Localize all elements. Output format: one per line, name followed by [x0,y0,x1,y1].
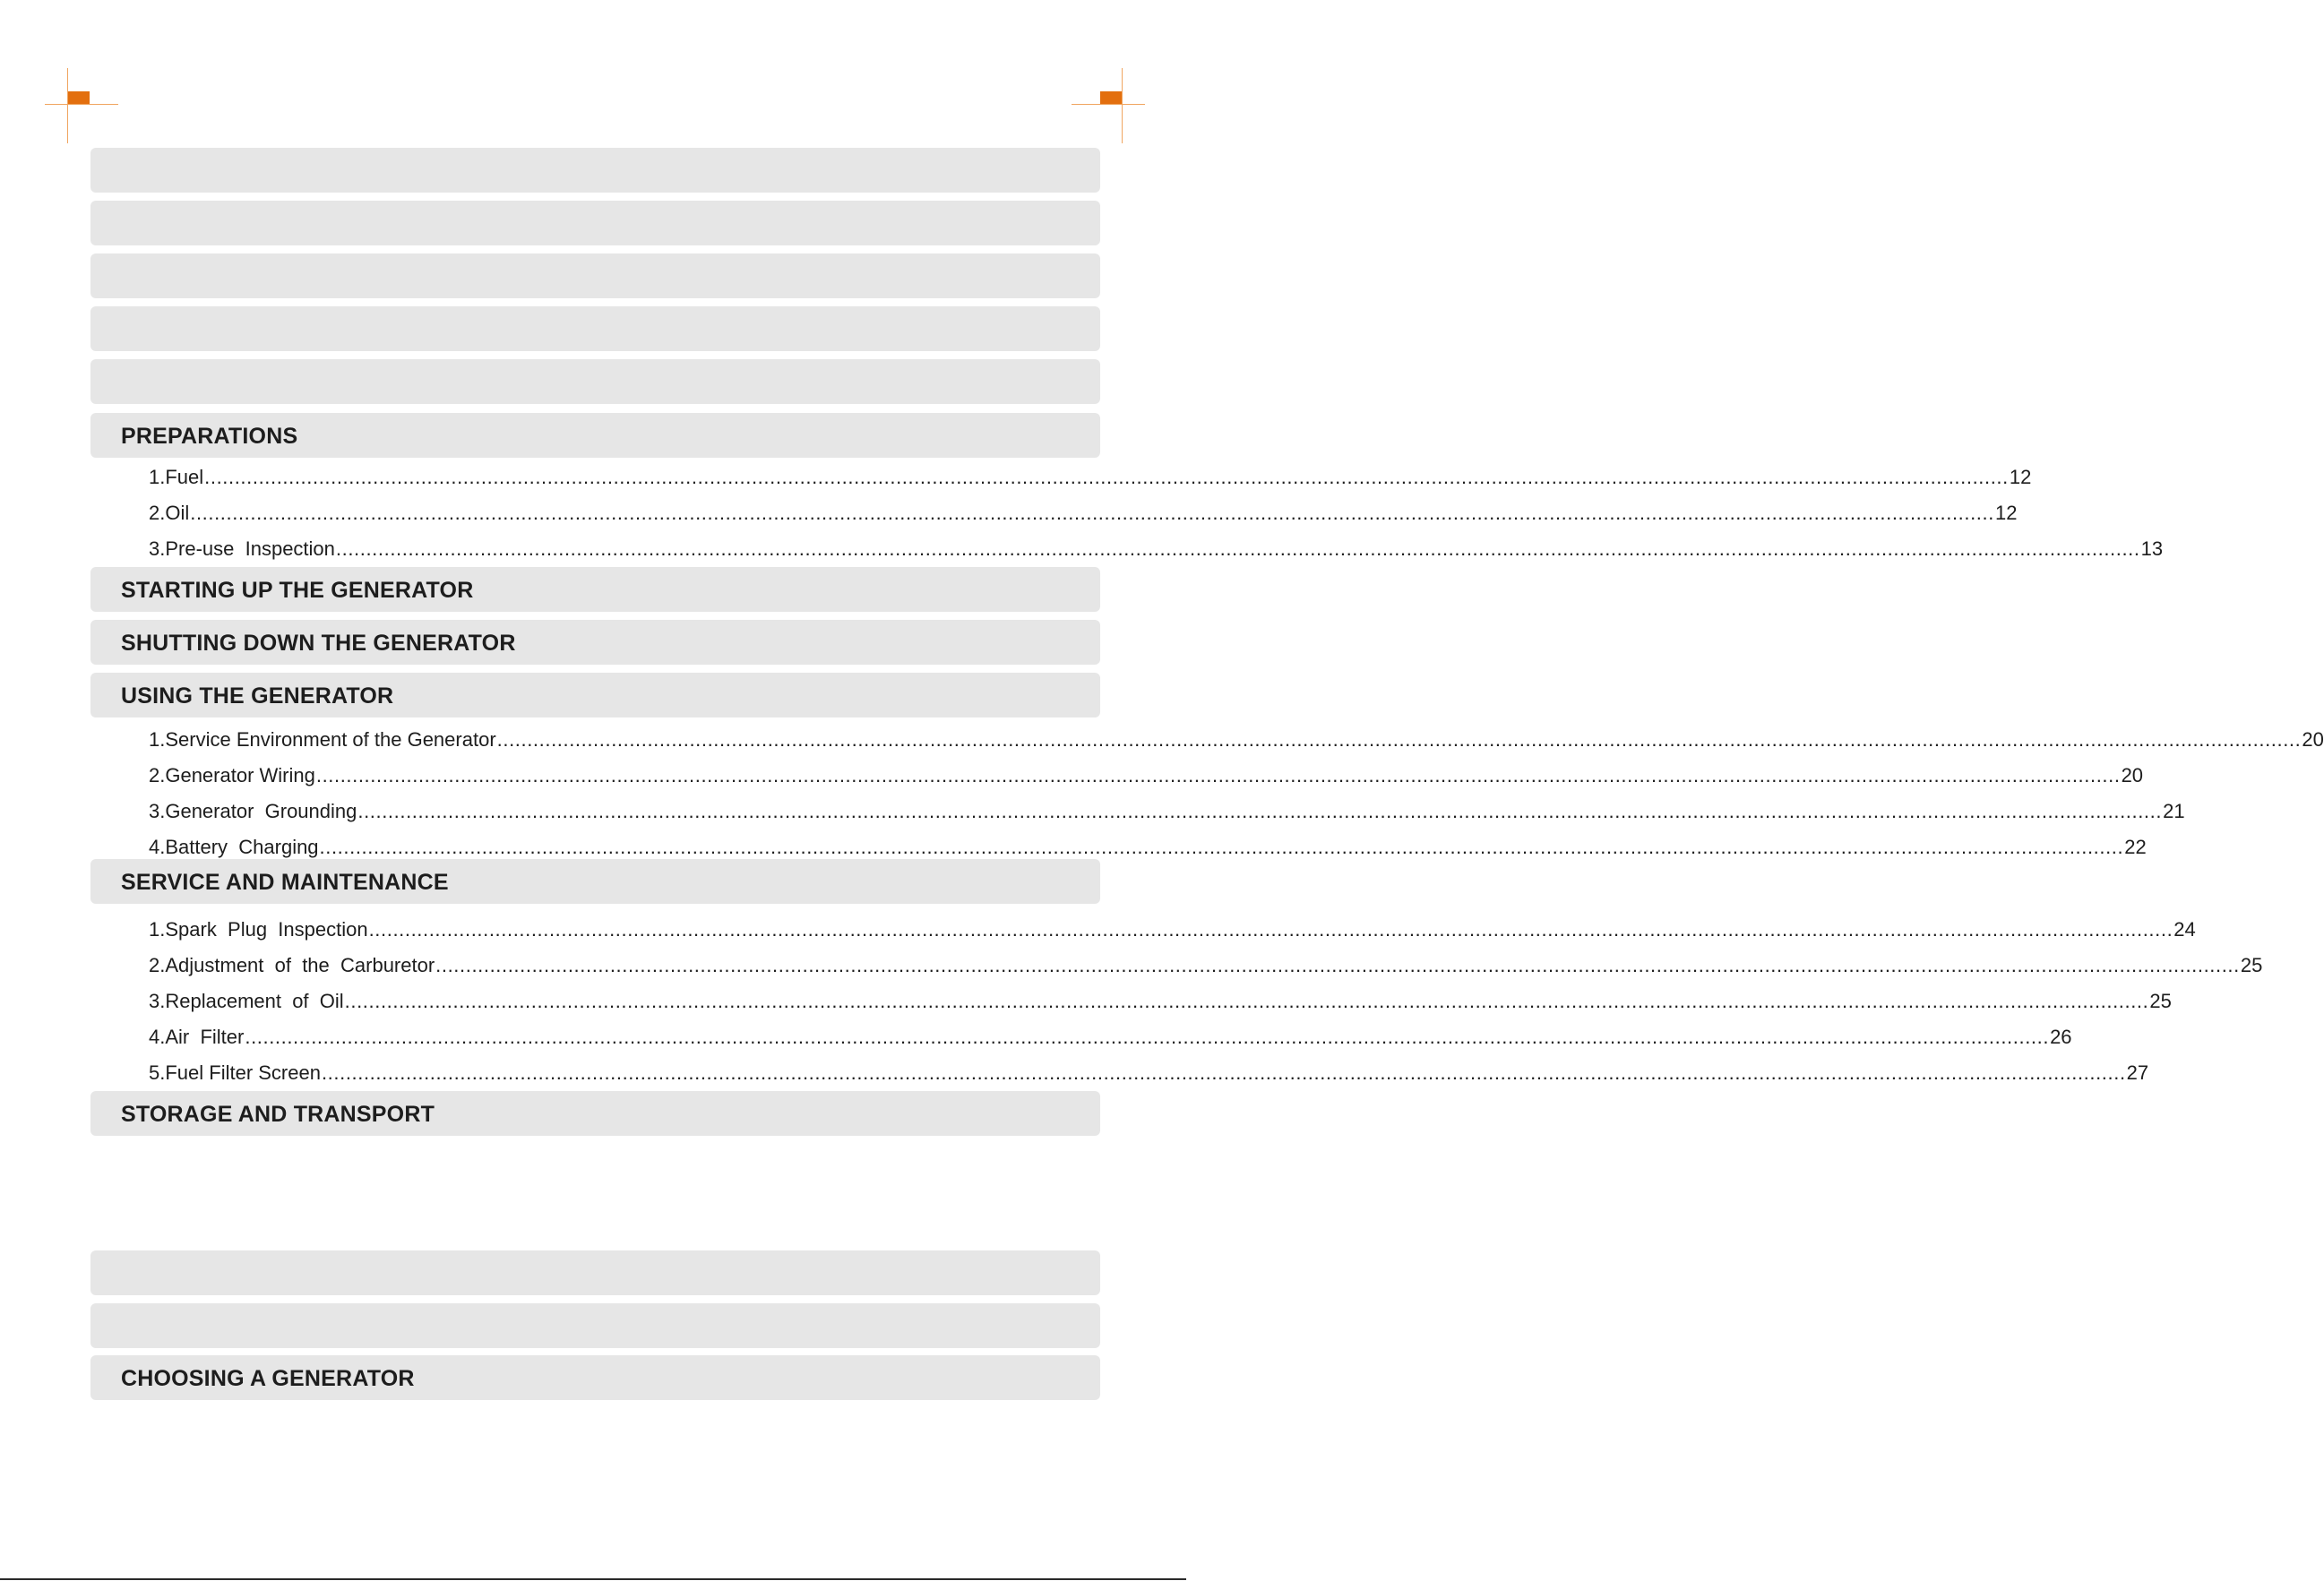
dot-leader: ............................................................................................................................................................................................................................................................................................................ [204,466,2009,488]
dot-leader: ............................................................................................................................................................................................................................................................................................................ [496,728,2302,751]
page-number: 12 [1994,502,2018,524]
page-number: 20 [2121,764,2144,786]
orange-square-icon [1100,91,1122,104]
entry-label: 2.Oil [149,502,190,524]
section-title: CHOOSING A GENERATOR [121,1366,415,1391]
page-number: 25 [2149,990,2172,1012]
section-title: SHUTTING DOWN THE GENERATOR [121,631,516,656]
toc-entry[interactable] [149,915,2196,941]
toc-entry[interactable] [149,760,2144,787]
entry-label: 2.Adjustment of the Carburetor [149,954,435,976]
entry-label: 2.Generator Wiring [149,764,315,786]
section-bar-shutting-down[interactable] [90,620,1100,665]
entry-label: 3.Pre-use Inspection [149,537,335,560]
dot-leader: ............................................................................................................................................................................................................................................................................................................ [319,836,2124,858]
page-number: 12 [2009,466,2032,488]
page-number: 21 [2163,800,2185,822]
toc-entry[interactable] [149,725,2324,752]
dot-leader: ............................................................................................................................................................................................................................................................................................................ [190,502,1994,524]
section-bar-storage[interactable] [90,1091,1100,1136]
section-bar [90,1303,1100,1348]
toc-entry[interactable] [149,1022,2072,1049]
dot-leader: ............................................................................................................................................................................................................................................................................................................ [344,990,2149,1012]
section-title: STORAGE AND TRANSPORT [121,1102,435,1127]
toc-entry[interactable] [149,950,2263,977]
section-bar-choosing[interactable] [90,1355,1100,1400]
section-bar [90,201,1100,245]
entry-label: 1.Service Environment of the Generator [149,728,496,751]
page-number: 22 [2124,836,2147,858]
toc-entry[interactable] [149,498,2018,525]
toc-entry[interactable] [149,796,2185,823]
page-number: 20 [2302,728,2324,751]
entry-label: 1.Fuel [149,466,204,488]
section-title: PREPARATIONS [121,424,298,449]
section-bar [90,148,1100,193]
toc-entry[interactable] [149,1058,2149,1085]
section-bar-starting-up[interactable] [90,567,1100,612]
page-number: 26 [2050,1026,2072,1048]
entry-label: 1.Spark Plug Inspection [149,918,368,941]
section-bar [90,1250,1100,1295]
dot-leader: ............................................................................................................................................................................................................................................................................................................ [245,1026,2050,1048]
page-number: 27 [2126,1061,2149,1084]
toc-entry[interactable] [149,986,2172,1013]
page-bottom-rule [0,1578,1186,1580]
dot-leader: ............................................................................................................................................................................................................................................................................................................ [357,800,2163,822]
section-bar [90,253,1100,298]
dot-leader: ............................................................................................................................................................................................................................................................................................................ [368,918,2173,941]
section-title: STARTING UP THE GENERATOR [121,578,474,603]
dot-leader: ............................................................................................................................................................................................................................................................................................................ [335,537,2140,560]
section-bar [90,306,1100,351]
section-title: USING THE GENERATOR [121,683,394,709]
toc-entry[interactable] [149,462,2032,489]
entry-label: 3.Replacement of Oil [149,990,344,1012]
section-bar-preparations[interactable] [90,413,1100,458]
page-number: 25 [2240,954,2263,976]
entry-label: 4.Battery Charging [149,836,319,858]
entry-label: 5.Fuel Filter Screen [149,1061,321,1084]
orange-square-icon [68,91,90,104]
dot-leader: ............................................................................................................................................................................................................................................................................................................ [435,954,2240,976]
entry-label: 3.Generator Grounding [149,800,357,822]
entry-label: 4.Air Filter [149,1026,245,1048]
dot-leader: ............................................................................................................................................................................................................................................................................................................ [321,1061,2126,1084]
page-number: 24 [2173,918,2196,941]
toc-entry[interactable] [149,534,2164,561]
section-bar-service[interactable] [90,859,1100,904]
section-title: SERVICE AND MAINTENANCE [121,870,449,895]
dot-leader: ............................................................................................................................................................................................................................................................................................................ [315,764,2121,786]
page-number: 13 [2140,537,2164,560]
section-bar-using[interactable] [90,673,1100,717]
toc-entry[interactable] [149,832,2147,859]
section-bar [90,359,1100,404]
